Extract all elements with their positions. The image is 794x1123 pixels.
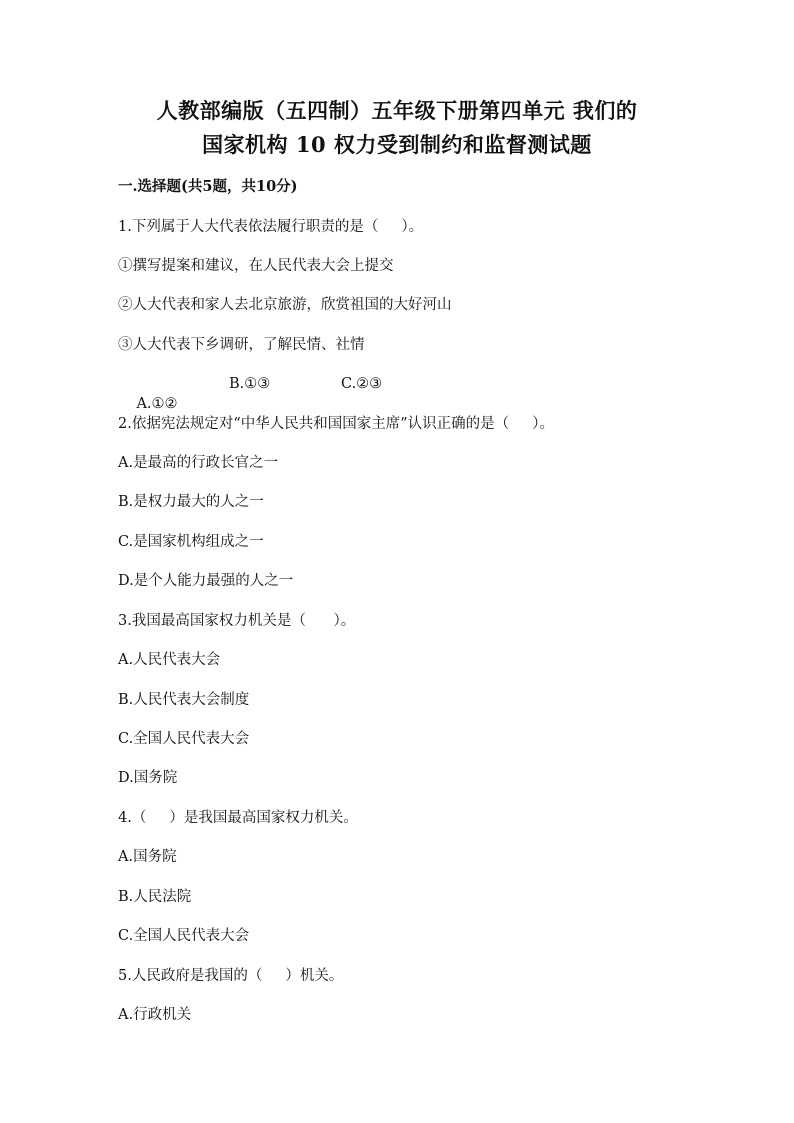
question-1-item-3: ③人大代表下乡调研，了解民情、社情	[118, 337, 365, 353]
question-3-option-d: D.国务院	[118, 770, 178, 786]
question-1-option-b: B.①③	[229, 376, 271, 392]
question-2-option-d: D.是个人能力最强的人之一	[118, 573, 294, 589]
question-1-option-a: A.①②	[136, 396, 178, 412]
question-2-option-b: B.是权力最大的人之一	[118, 494, 264, 510]
question-5-stem: 5.人民政府是我国的（ ）机关。	[118, 968, 344, 984]
question-5-option-a: A.行政机关	[118, 1007, 192, 1023]
question-2-stem: 2.依据宪法规定对“中华人民共和国国家主席”认识正确的是（ ）。	[118, 416, 554, 432]
question-2-option-a: A.是最高的行政长官之一	[118, 455, 279, 471]
question-3-stem: 3.我国最高国家权力机关是（ ）。	[118, 613, 356, 629]
section-heading: 一.选择题(共5题，共10分)	[118, 178, 298, 195]
document-title-line-1: 人教部编版（五四制）五年级下册第四单元 我们的	[156, 98, 638, 123]
question-1-option-c: C.②③	[341, 376, 383, 392]
question-3-option-b: B.人民代表大会制度	[118, 692, 250, 708]
question-4-option-b: B.人民法院	[118, 889, 192, 905]
document-title-line-2: 国家机构 10 权力受到制约和监督测试题	[202, 132, 592, 157]
question-1-item-2: ②人大代表和家人去北京旅游，欣赏祖国的大好河山	[118, 297, 452, 313]
question-4-stem: 4.（ ）是我国最高国家权力机关。	[118, 810, 358, 826]
question-1-item-1: ①撰写提案和建议，在人民代表大会上提交	[118, 258, 394, 274]
question-2-option-c: C.是国家机构组成之一	[118, 534, 264, 550]
question-1-stem: 1.下列属于人大代表依法履行职责的是（ ）。	[118, 219, 424, 235]
question-3-option-c: C.全国人民代表大会	[118, 731, 250, 747]
question-3-option-a: A.人民代表大会	[118, 652, 221, 668]
question-4-option-a: A.国务院	[118, 849, 177, 865]
question-4-option-c: C.全国人民代表大会	[118, 928, 250, 944]
